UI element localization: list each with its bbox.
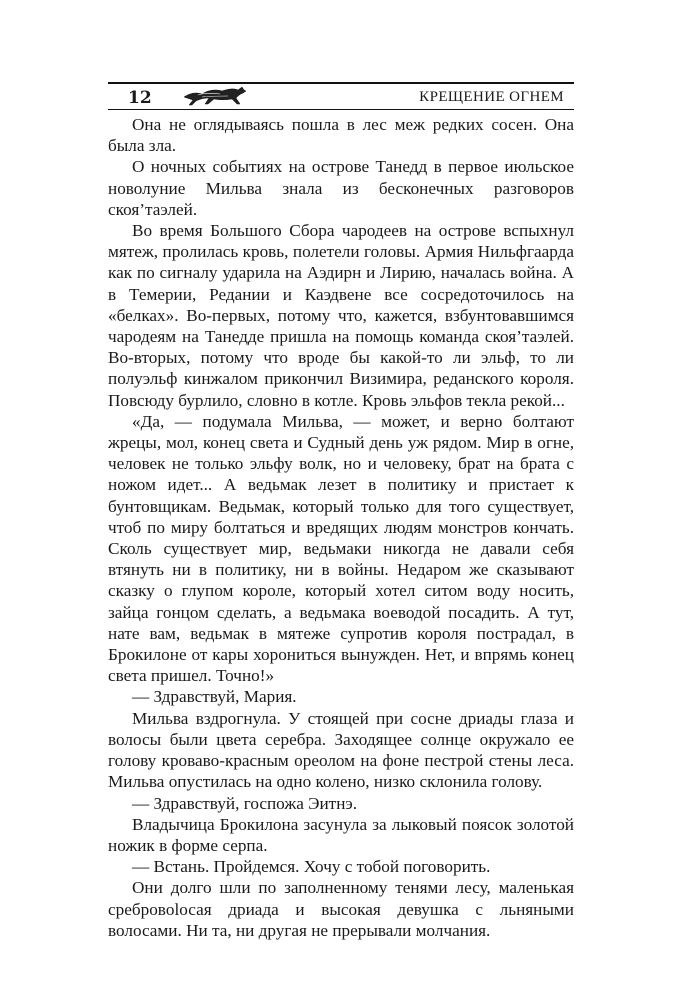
page-number: 12 bbox=[128, 88, 152, 108]
header-top-rule bbox=[108, 82, 574, 84]
running-wolf-icon bbox=[182, 84, 248, 108]
paragraph: Они долго шли по заполненному тенями лесу, маленькая сребровolосая дриада и высокая девушка с льняными волосами. Ни та, ни другая не прерывали молчания. bbox=[108, 878, 574, 940]
paragraph: — Встань. Пройдемся. Хочу с тобой поговорить. bbox=[132, 857, 491, 877]
paragraph: Владычица Брокилона засунула за лыковый поясок золотой ножик в форме серпа. bbox=[108, 814, 574, 855]
running-title: КРЕЩЕНИЕ ОГНЕМ bbox=[419, 89, 564, 105]
paragraph: — Здравствуй, госпожа Эитнэ. bbox=[132, 793, 358, 813]
header-bottom-rule bbox=[108, 109, 574, 110]
body-text bbox=[108, 114, 574, 941]
paragraph: О ночных событиях на острове Танедд в первое июльское новолуние Мильва знала из бесконечных разговоров скоя’таэлей. bbox=[108, 157, 574, 219]
paragraph: — Здравствуй, Мария. bbox=[132, 687, 297, 707]
page-header bbox=[108, 82, 574, 112]
paragraph: Мильва вздрогнула. У стоящей при сосне дриады глаза и волосы были цвета серебра. Заходящее солнце окружало ее голову кроваво-красным ореолом на фоне пестрой стены леса. Мильва опустилась на одно колено, низко склонила голову. bbox=[108, 708, 574, 792]
paragraph: Во время Большого Сбора чародеев на острове вспыхнул мятеж, пролилась кровь, полетели головы. Армия Нильфгаарда как по сигналу ударила на Аэдирн и Лирию, началась война. А в Темерии, Редании и Каэдвене все сосредоточилось на «белках». Во-первых, потому что, кажется, взбунтовавшимся чародеям на Танедде пришла на помощь команда скоя’таэлей. Во-вторых, потому что вроде бы какой-то ли эльф, то ли полуэльф кинжалом прикончил Визимира, реданского короля. Повсюду бурлило, словно в котле. Кровь эльфов текла рекой... bbox=[108, 221, 574, 410]
paragraph: Она не оглядываясь пошла в лес меж редких сосен. Она была зла. bbox=[108, 115, 574, 156]
paragraph: «Да, — подумала Мильва, — может, и верно болтают жрецы, мол, конец света и Судный день уж рядом. Мир в огне, человек не только эльфу волк, но и человеку, брат на брата с ножом идет... А ведьмак лезет в политику и пристает к бунтовщикам. Ведьмак, который только для того существует, чтоб по миру болтаться и вредящих людям монстров кончать. Сколь существует мир, ведьмаки никогда не давали себя втянуть ни в политику, ни в войны. Недаром же сказывают сказку о глупом короле, который хотел ситом воду носить, зайца гонцом сделать, а ведьмака воеводой посадить. А тут, нате вам, ведьмак в мятеже супротив короля пострадал, в Брокилоне от кары хорониться вынужден. Нет, и впрямь конец света пришел. Точно!» bbox=[108, 411, 574, 686]
